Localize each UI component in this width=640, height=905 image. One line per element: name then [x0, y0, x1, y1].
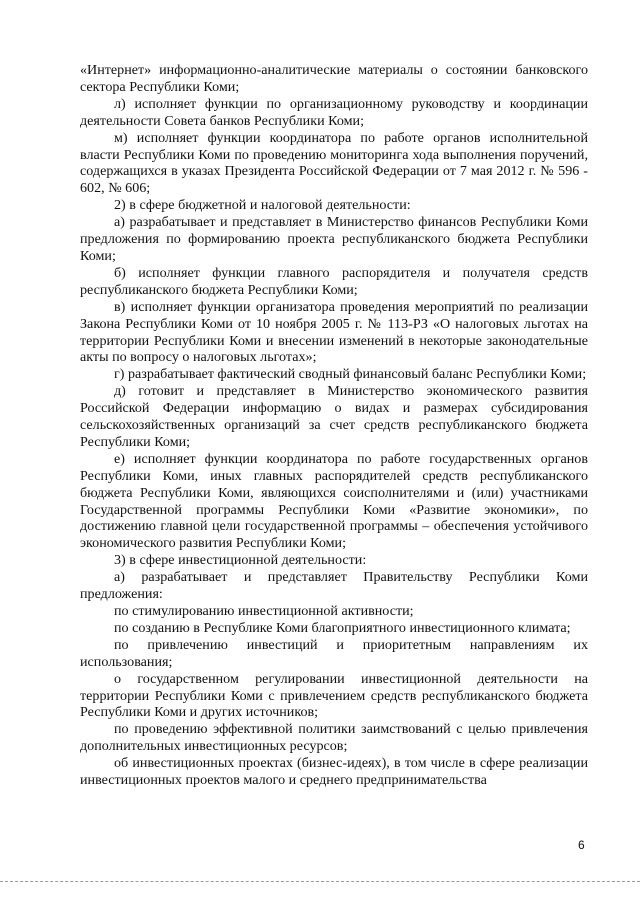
- paragraph-subitem-climate: по созданию в Республике Коми благоприятного инвестиционного климата;: [114, 619, 571, 636]
- paragraph-item-e: е) исполняет функции координатора по работе государственных органов Республики Коми, иных главных распорядителей средств республиканского бюджета Республики Коми, являющихся соисполнителями и (или) участниками Государственной программы Республики Коми «Развитие экономики», по достижению главной цели государственной программы – обеспечения устойчивого экономического развития Республики Коми;: [80, 450, 588, 552]
- page-bottom-divider: [0, 881, 640, 882]
- paragraph-item-l: л) исполняет функции по организационному руководству и координации деятельности Совета банков Республики Коми;: [80, 95, 588, 129]
- paragraph-continuation: «Интернет» информационно-аналитические материалы о состоянии банковского сектора Республики Коми;: [80, 62, 588, 95]
- paragraph-item-a: а) разрабатывает и представляет в Министерство финансов Республики Коми предложения по формированию проекта республиканского бюджета Республики Коми;: [80, 214, 588, 264]
- paragraph-item-a-investment: а) разрабатывает и представляет Правительству Республики Коми предложения:: [80, 569, 588, 603]
- paragraph-item-d: д) готовит и представляет в Министерство экономического развития Российской Федерации информацию о видах и размерах субсидирования сельскохозяйственных организаций за счет средств республиканского бюджета Республики Коми;: [80, 383, 588, 450]
- paragraph-subitem-regulation: о государственном регулировании инвестиционной деятельности на территории Республики Коми с привлечением средств республиканского бюджета Республики Коми и других источников;: [80, 670, 588, 721]
- document-body: [80, 62, 588, 789]
- paragraph-subitem-borrowing: по проведению эффективной политики заимствований с целью привлечения дополнительных инвестиционных ресурсов;: [80, 721, 588, 755]
- paragraph-subitem-projects: об инвестиционных проектах (бизнес-идеях), в том числе в сфере реализации инвестиционных проектов малого и среднего предпринимательства: [80, 755, 588, 789]
- section-heading-investment: 3) в сфере инвестиционной деятельности:: [114, 552, 367, 569]
- paragraph-item-b: б) исполняет функции главного распорядителя и получателя средств республиканского бюджета Республики Коми;: [80, 264, 588, 298]
- paragraph-item-v: в) исполняет функции организатора проведения мероприятий по реализации Закона Республики Коми от 10 ноября 2005 г. № 113-РЗ «О налоговых льготах на территории Республики Коми и внесении изменений в некоторые законодательные акты по вопросу о налоговых льготах»;: [80, 298, 588, 366]
- paragraph-subitem-stimulation: по стимулированию инвестиционной активности;: [114, 603, 414, 619]
- page-number: 6: [578, 838, 585, 852]
- paragraph-item-m: м) исполняет функции координатора по работе органов исполнительной власти Республики Коми по проведению мониторинга хода выполнения поручений, содержащихся в указах Президента Российской Федерации от 7 мая 2012 г. № 596 - 602, № 606;: [80, 129, 588, 197]
- paragraph-subitem-attraction: по привлечению инвестиций и приоритетным направлениям их использования;: [80, 636, 588, 670]
- paragraph-item-g: г) разрабатывает фактический сводный финансовый баланс Республики Коми;: [114, 366, 587, 383]
- section-heading-budget: 2) в сфере бюджетной и налоговой деятельности:: [114, 197, 411, 214]
